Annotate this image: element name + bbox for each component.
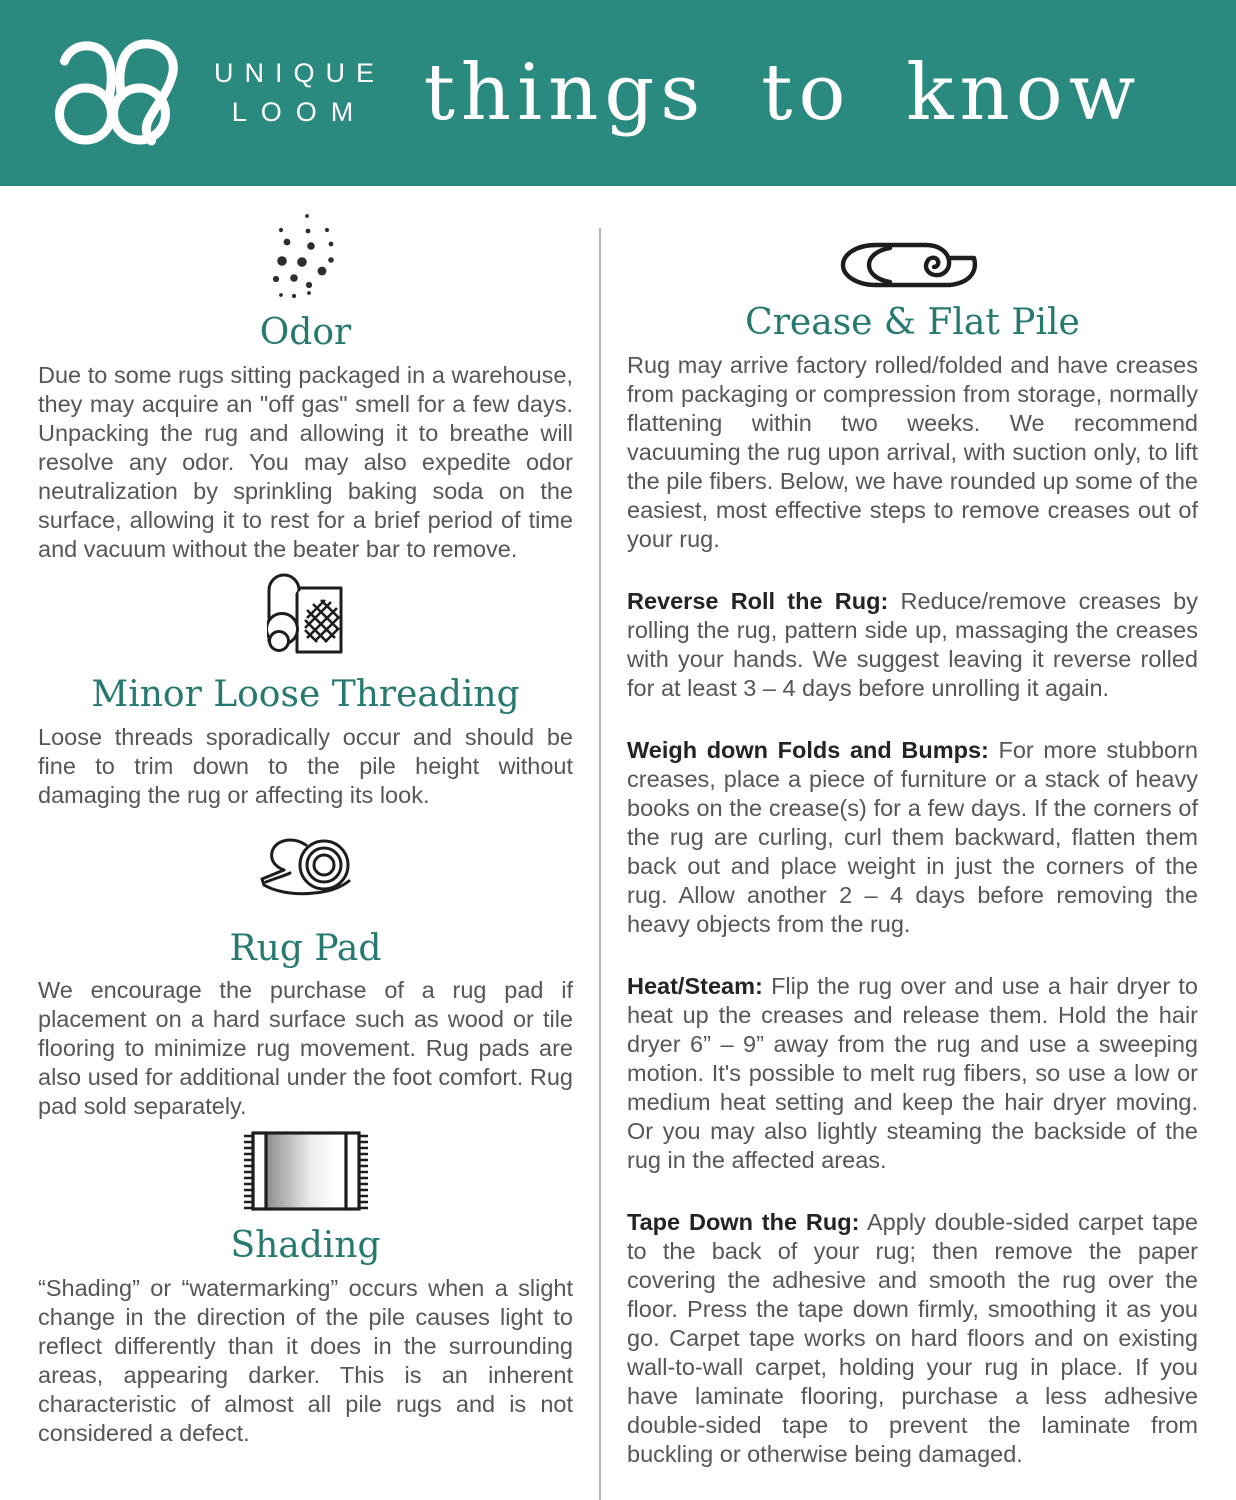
section-odor <box>38 208 573 564</box>
tip-reverse-roll-label: Reverse Roll the Rug: <box>627 587 889 614</box>
brand-line-loom: LOOM <box>231 97 368 127</box>
tip-weigh-down <box>627 736 1198 939</box>
column-divider <box>599 228 601 1500</box>
shading-heading: Shading <box>230 1225 381 1267</box>
right-column <box>627 186 1198 1500</box>
tip-heat-steam <box>627 972 1198 1175</box>
rug-pad-roll-icon <box>38 832 573 914</box>
section-shading <box>38 1131 573 1448</box>
shaded-rug-fringe-icon <box>38 1131 573 1211</box>
rolled-rug-crosshatch-icon <box>38 572 573 660</box>
crease-flat-pile-intro: Rug may arrive factory rolled/folded and have creases from packaging or compression from storage, normally flattening within two weeks. We recommend vacuuming the rug upon arrival, with suction only, to lift the pile fibers. Below, we have rounded up some of the easiest, most effective steps to remove creases out of your rug. <box>627 351 1198 552</box>
tip-tape-down-body: Apply double-sided carpet tape to the back of your rug; then remove the paper covering the adhesive and smooth the rug over the floor. Press the tape down firmly, smoothing it as you go. Carpet tape works on hard floors and on existing wall-to-wall carpet, holding your rug in place. If you have laminate flooring, purchase a less adhesive double-sided tape to prevent the laminate from buckling or otherwise being damaged. <box>627 1208 1199 1467</box>
rug-pad-paragraph: We encourage the purchase of a rug pad if placement on a hard surface such as wood or tile flooring to minimize rug movement. Rug pads are also used for additional under the foot comfort. Rug pad sold separately. <box>38 977 573 1120</box>
unique-loom-logo-icon <box>46 34 188 152</box>
minor-loose-threading-paragraph: Loose threads sporadically occur and should be fine to trim down to the pile height without damaging the rug or affecting its look. <box>38 723 573 808</box>
shading-paragraph: “Shading” or “watermarking” occurs when a slight change in the direction of the pile causes light to reflect differently than it does in the surrounding areas, appearing darker. This is an inherent characteristic of almost all pile rugs and is not considered a defect. <box>38 1275 573 1447</box>
brand-name <box>214 54 385 132</box>
tip-weigh-down-body: For more stubborn creases, place a piece of furniture or a stack of heavy books on the crease(s) for a few days. If the corners of the rug are curling, curl them backward, flatten them back out and place weight in just the corners of the rug. Allow another 2 – 4 days before removing the heavy objects from the rug. <box>627 736 1199 937</box>
tip-heat-steam-label: Heat/Steam: <box>627 972 763 999</box>
odor-particles-icon <box>38 208 573 298</box>
tip-tape-down-label: Tape Down the Rug: <box>627 1208 860 1235</box>
tip-tape-down <box>627 1208 1198 1469</box>
odor-paragraph: Due to some rugs sitting packaged in a warehouse, they may acquire an "off gas" smell for a few days. Unpacking the rug and allowing it to breathe will resolve any odor. You may also expedite odor neutralization by sprinkling baking soda on the surface, allowing it to rest for a brief period of time and vacuum without the beater bar to remove. <box>38 361 573 562</box>
section-crease-flat-pile <box>627 242 1198 1469</box>
content-area <box>0 186 1236 1500</box>
rug-pad-heading: Rug Pad <box>229 927 382 969</box>
tip-weigh-down-label: Weigh down Folds and Bumps: <box>627 736 989 763</box>
minor-loose-threading-heading: Minor Loose Threading <box>91 673 520 715</box>
brand-logo <box>46 34 385 152</box>
crease-flat-pile-heading: Crease & Flat Pile <box>745 302 1080 343</box>
left-column <box>38 186 573 1500</box>
page-title: things to know <box>423 48 1142 138</box>
tip-heat-steam-body: Flip the rug over and use a hair dryer to heat up the creases and release them. Hold the hair dryer 6” – 9” away from the rug and use a sweeping motion. It's possible to melt rug fibers, so use a low or medium heat setting and keep the hair dryer moving. Or you may also lightly steaming the backside of the rug in the affected areas. <box>627 972 1199 1173</box>
header-banner <box>0 0 1236 186</box>
rolled-rug-end-spiral-icon <box>627 242 1198 288</box>
section-rug-pad <box>38 832 573 1122</box>
brand-line-unique: UNIQUE <box>214 57 386 88</box>
tip-reverse-roll <box>627 587 1198 703</box>
tip-reverse-roll-body: Reduce/remove creases by rolling the rug, pattern side up, massaging the creases with your hands. We suggest leaving it reverse rolled for at least 3 – 4 days before unrolling it again. <box>627 587 1198 701</box>
section-minor-loose-threading <box>38 572 573 810</box>
odor-heading: Odor <box>259 312 352 353</box>
